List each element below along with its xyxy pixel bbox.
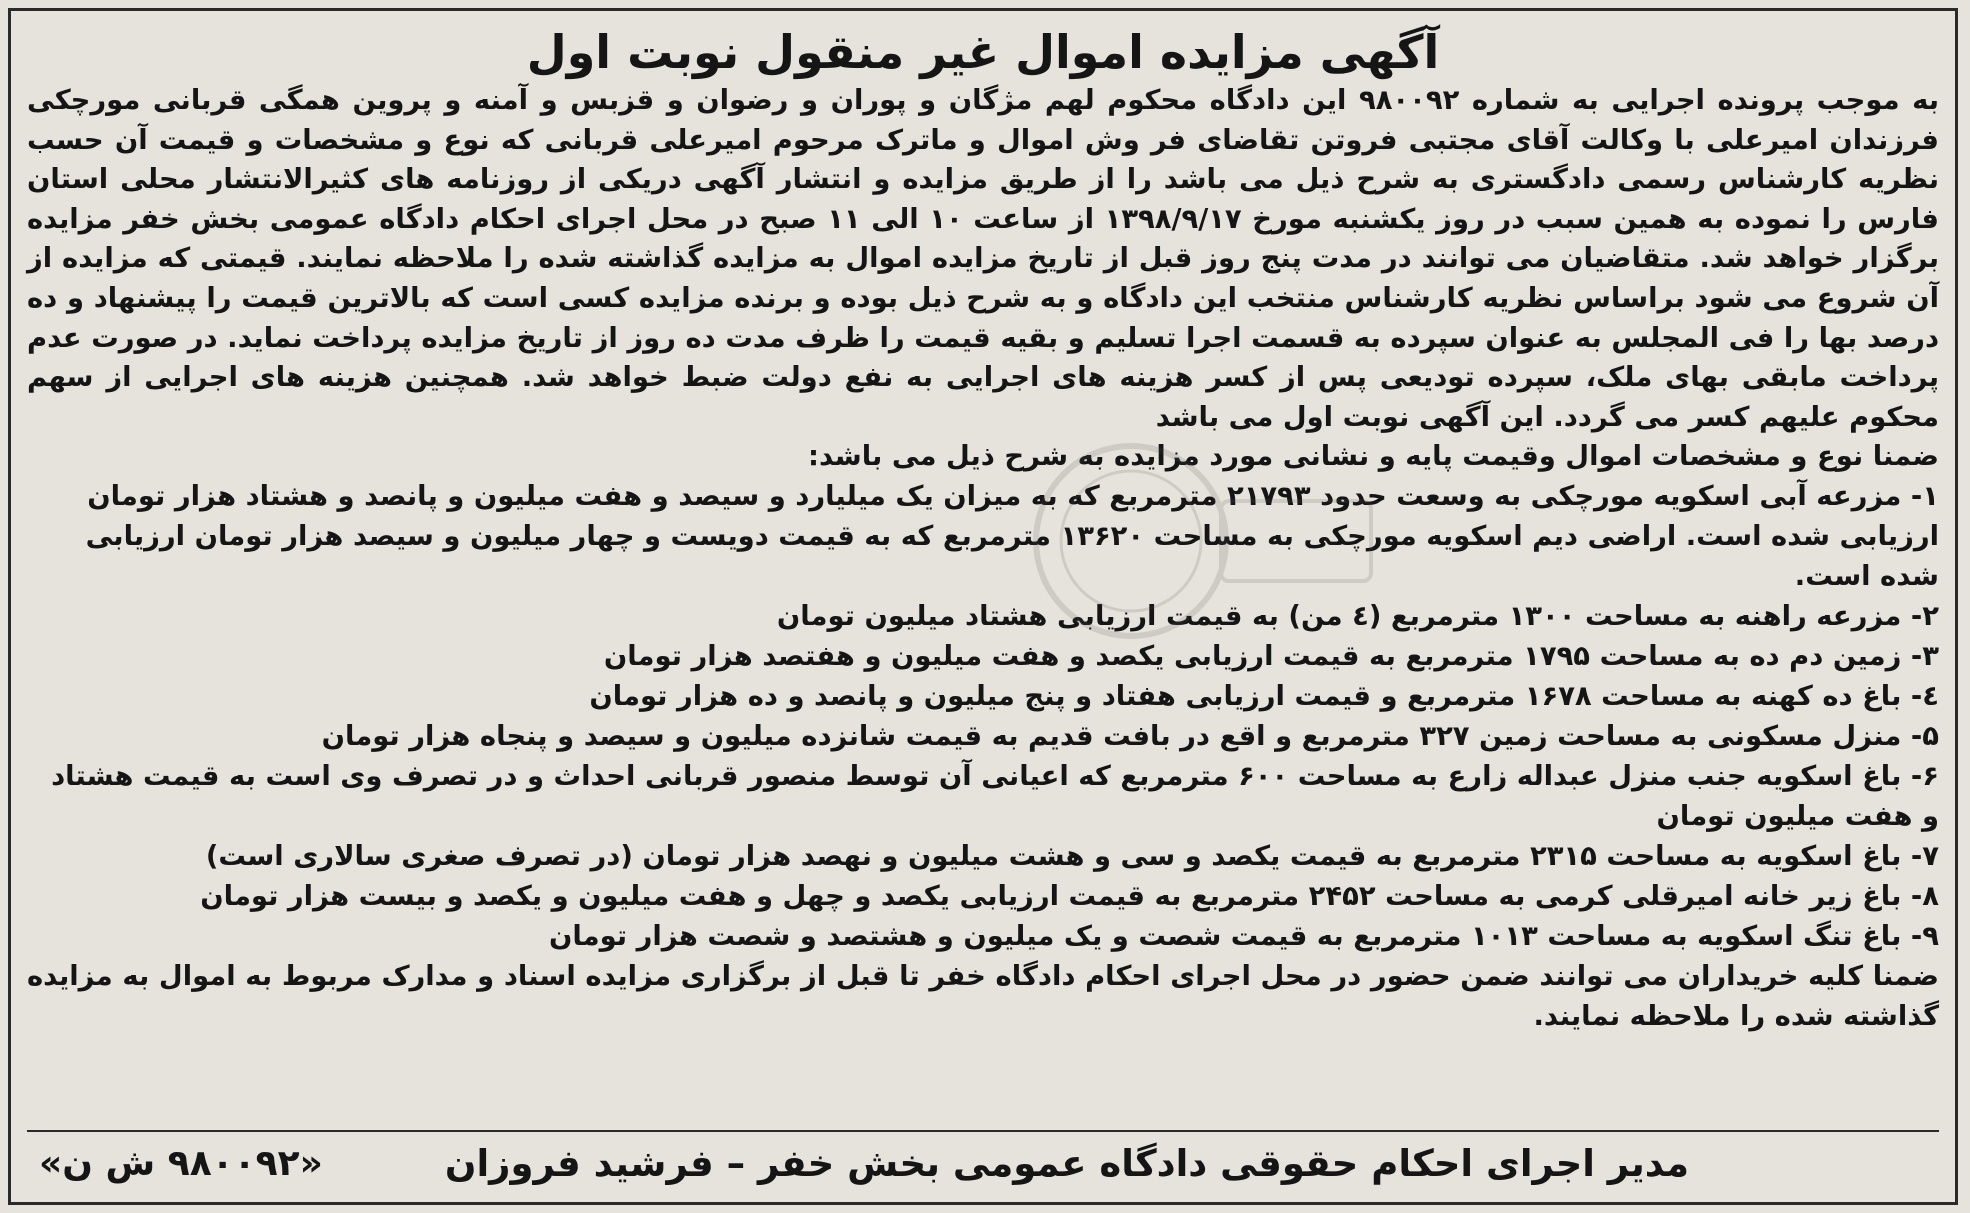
- property-item-8: ۸- باغ زیر خانه امیرقلی کرمی به مساحت ۲۴۵۲ مترمربع به قیمت ارزیابی یکصد و چهل و هفت میلیون و یکصد و بیست هزار تومان: [200, 880, 1939, 912]
- property-item-4: ٤- باغ ده کهنه به مساحت ۱۶۷۸ مترمربع و قیمت ارزیابی هفتاد و پنج میلیون و پانصد و ده هزار تومان: [589, 680, 1939, 712]
- signature-line: مدیر اجرای احکام حقوقی دادگاه عمومی بخش خفر – فرشید فروزان: [444, 1141, 1689, 1185]
- property-item-9: ۹- باغ تنگ اسکویه به مساحت ۱۰۱۳ مترمربع به قیمت شصت و یک میلیون و هشتصد و شصت هزار تومان: [549, 920, 1939, 952]
- property-item-5: ۵- منزل مسکونی به مساحت زمین ۳۲۷ مترمربع و اقع در بافت قدیم به قیمت شانزده میلیون و سیصد و پنجاه هزار تومان: [321, 720, 1939, 752]
- notice-footer: [27, 1130, 1939, 1194]
- intro-last-line: ضمنا نوع و مشخصات اموال وقیمت پایه و نشانی مورد مزایده به شرح ذیل می باشد:: [808, 441, 1939, 473]
- notice-frame: [8, 8, 1958, 1205]
- property-list: [27, 477, 1939, 957]
- property-item-3: ۳- زمین دم ده به مساحت ۱۷۹۵ مترمربع به قیمت ارزیابی یکصد و هفت میلیون و هفتصد هزار تومان: [603, 640, 1939, 672]
- closing-paragraph: ضمنا کلیه خریداران می توانند ضمن حضور در محل اجرای احکام دادگاه خفر تا قبل از برگزاری مزایده اسناد و مدارک مربوط به اموال به مزایده گذاشته شده را ملاحظه نمایند.: [27, 960, 1939, 1032]
- reference-code: «۹۸۰۰۹۲ ش ن»: [39, 1142, 323, 1184]
- notice-body: [27, 23, 1939, 1194]
- property-item-2: ۲- مزرعه راهنه به مساحت ۱۳۰۰ مترمربع (٤ من) به قیمت ارزیابی هشتاد میلیون تومان: [776, 600, 1939, 632]
- intro-section: [27, 81, 1939, 477]
- property-item-6: ۶- باغ اسکویه جنب منزل عبداله زارع به مساحت ۶۰۰ مترمربع که اعیانی آن توسط منصور قربانی احداث و در تصرف وی است به قیمت هشتاد و هفت میلیون تومان: [51, 760, 1939, 832]
- closing-section: [27, 957, 1939, 1037]
- intro-paragraph: به موجب پرونده اجرایی به شماره ۹۸۰۰۹۲ این دادگاه محکوم لهم مژگان و پوران و رضوان و قزبس و آمنه و پروین همگی قربانی مورچکی فرزندان امیرعلی با وکالت آقای مجتبی فروتن تقاضای فر وش اموال و ماترک مرحوم امیرعلی قربانی که نوع و مشخصات و قیمت آن حسب نظریه کارشناس رسمی دادگستری به شرح ذیل می باشد را از طریق مزایده و انتشار آگهی دریکی از روزنامه های کثیرالانتشار محلی استان فارس را نموده به همین سبب در روز یکشنبه مورخ ۱۳۹۸/۹/۱۷ از ساعت ۱۰ الی ۱۱ صبح در محل اجرای احکام دادگاه عمومی بخش خفر مزایده برگزار خواهد شد. متقاضیان می توانند در مدت پنج روز قبل از تاریخ مزایده اموال به مزایده گذاشته شده را ملاحظه نمایند. قیمتی که مزایده از آن شروع می شود براساس نظریه کارشناس منتخب این دادگاه و به شرح ذیل بوده و برنده مزایده کسی است که بالاترین قیمت را پیشنهاد و ده درصد بها را فی المجلس به عنوان سپرده به قسمت اجرا تسلیم و بقیه قیمت را ظرف مدت ده روز از تاریخ مزایده پرداخت نماید. در صورت عدم پرداخت مابقی بهای ملک، سپرده تودیعی پس از کسر هزینه های اجرایی به نفع دولت ضبط خواهد شد. همچنین هزینه های اجرایی از سهم محکوم علیهم کسر می گردد. این آگهی نوبت اول می باشد: [27, 85, 1939, 433]
- property-item-1: ۱- مزرعه آبی اسکویه مورچکی به وسعت حدود ۲۱۷۹۳ مترمربع که به میزان یک میلیارد و سیصد و هفت میلیون و پانصد و هشتاد هزار تومان ارزیابی شده است. اراضی دیم اسکویه مورچکی به مساحت ۱۳۶۲۰ مترمربع که به قیمت دویست و چهار میلیون و سیصد هزار تومان ارزیابی شده است.: [85, 480, 1939, 592]
- notice-title: آگهی مزایده اموال غیر منقول نوبت اول: [526, 25, 1440, 79]
- property-item-7: ۷- باغ اسکویه به مساحت ۲۳۱۵ مترمربع به قیمت یکصد و سی و هشت میلیون و نهصد هزار تومان (در تصرف صغری سالاری است): [205, 840, 1939, 872]
